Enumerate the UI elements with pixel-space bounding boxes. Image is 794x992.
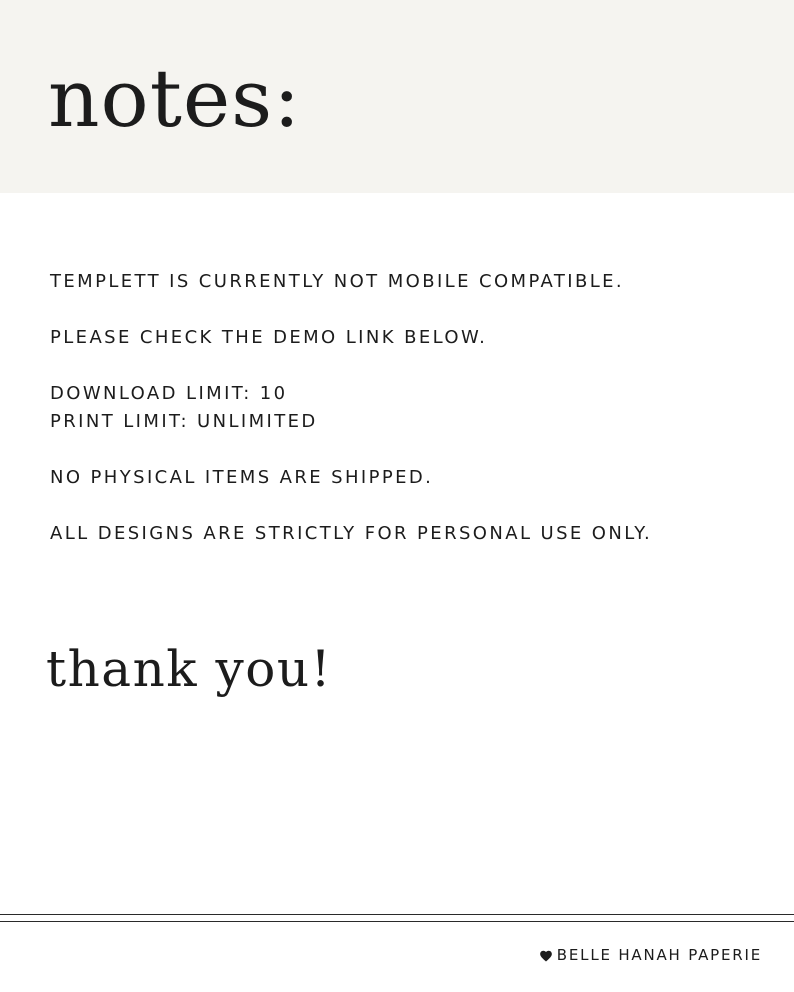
page-title: notes: bbox=[48, 52, 302, 145]
brand-name: BELLE HANAH PAPERIE bbox=[556, 946, 762, 964]
footer-divider-top bbox=[0, 914, 794, 915]
footer-brand bbox=[539, 944, 762, 966]
note-mobile-compatibility: TEMPLETT IS CURRENTLY NOT MOBILE COMPATIBLE. bbox=[50, 271, 625, 292]
footer-divider-bottom bbox=[0, 921, 794, 922]
note-print-limit: PRINT LIMIT: UNLIMITED bbox=[50, 411, 318, 432]
note-no-physical-items: NO PHYSICAL ITEMS ARE SHIPPED. bbox=[50, 467, 434, 488]
note-download-limit: DOWNLOAD LIMIT: 10 bbox=[50, 383, 288, 404]
note-demo-link: PLEASE CHECK THE DEMO LINK BELOW. bbox=[50, 327, 488, 348]
note-personal-use: ALL DESIGNS ARE STRICTLY FOR PERSONAL USE ONLY. bbox=[50, 523, 653, 544]
heart-icon bbox=[539, 948, 553, 962]
notes-list bbox=[50, 268, 750, 548]
thank-you-text: thank you! bbox=[46, 640, 333, 698]
